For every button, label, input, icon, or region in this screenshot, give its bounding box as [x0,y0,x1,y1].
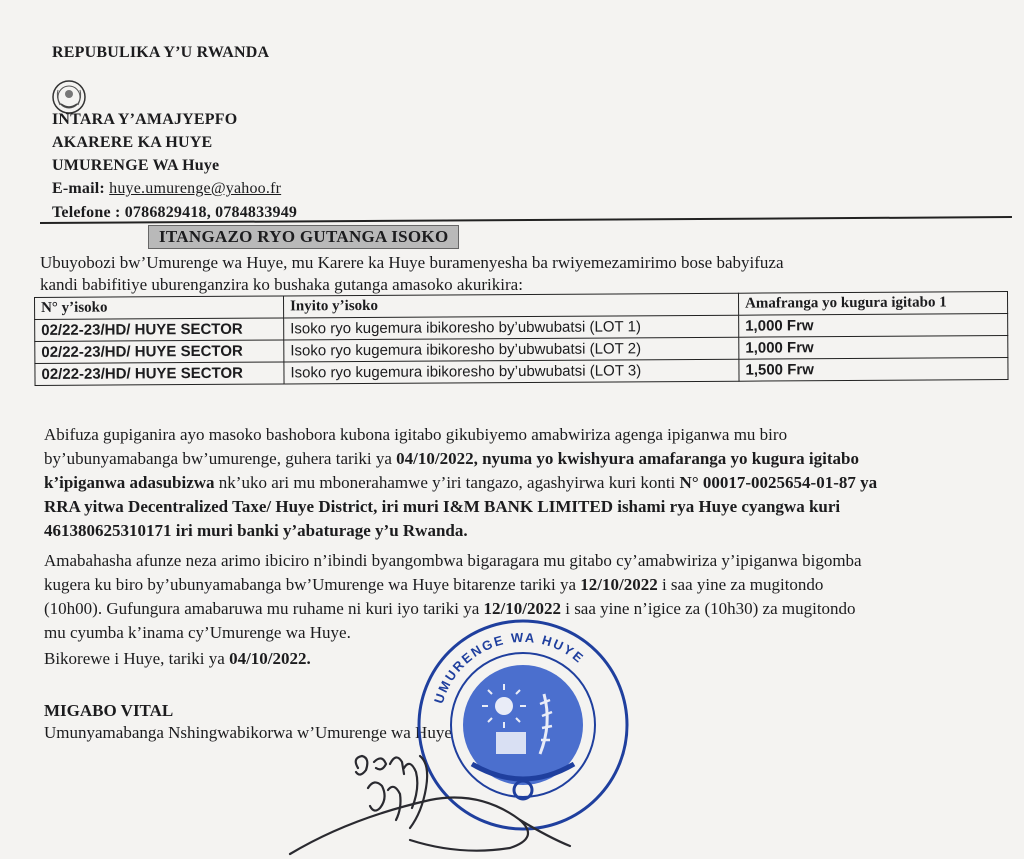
body-text: nk’uko ari mu mbonerahamwe y’iri tangazo, agashyirwa kuri konti [214,473,680,492]
body-line-9: mu cyumba k’inama cy’Umurenge wa Huye. [44,623,351,642]
phone-value: 0786829418, 0784833949 [124,204,298,221]
body-text: i saa yine n’igice za (10h30) za mugitondo [560,599,856,618]
district-heading: AKARERE KA HUYE [52,134,213,151]
notice-title: ITANGAZO RYO GUTANGA ISOKO [148,225,459,249]
intro-line-2: kandi babifitiye uburenganzira ko bushaka gutanga amasoko akurikira: [40,275,523,294]
body-line-4 [44,496,840,518]
table-row [35,358,1008,386]
email-line [52,180,281,198]
body-text: Bikorewe i Huye, tariki ya [44,649,230,668]
tender-price-cell: 1,000 Frw [739,336,1008,360]
email-label: E-mail: [52,180,105,197]
tender-price-cell: 1,500 Frw [739,358,1008,382]
body-emphasis: 04/10/2022, nyuma yo kwishyura amafaranga yo kugura igitabo [396,449,859,468]
email-link[interactable]: huye.umurenge@yahoo.fr [109,180,282,197]
tender-table [34,291,1009,386]
body-text: (10h00). Gufungura amabaruwa mu ruhame ni kuri iyo tariki ya [44,599,484,618]
header-tender-number: N° y’isoko [35,296,284,320]
tender-title-cell: Isoko ryo kugemura ibikoresho by’ubwubatsi (LOT 2) [284,337,739,362]
body-line-5 [44,520,468,542]
intro-line-1: Ubuyobozi bw’Umurenge wa Huye, mu Karere ka Huye buramenyesha ba rwiyemezamirimo bose babyifuza [40,253,784,272]
handwritten-signature-icon [270,728,590,859]
sector-heading: UMURENGE WA Huye [52,157,220,174]
body-text: kugera ku biro by’ubunyamabanga bw’Umurenge wa Huye bitarenze tariki ya [44,575,581,594]
signatory-name: MIGABO VITAL [44,701,174,720]
phone-line [52,204,297,222]
body-text: by’ubunyamabanga bw’umurenge, guhera tariki ya [44,449,397,468]
tender-price-cell: 1,000 Frw [739,314,1008,338]
tender-number-cell: 02/22-23/HD/ HUYE SECTOR [35,318,284,342]
opening-date: 12/10/2022 [483,599,561,618]
body-text: i saa yine za mugitondo [657,575,824,594]
second-account: 461380625310171 iri muri banki y’abaturage y’u Rwanda. [44,521,468,540]
tender-title-cell: Isoko ryo kugemura ibikoresho by’ubwubatsi (LOT 3) [284,359,739,384]
body-line-2 [44,448,859,470]
signatory-position: Umunyamabanga Nshingwabikorwa w’Umurenge wa Huye [44,723,452,742]
header-tender-price: Amafranga yo kugura igitabo 1 [738,292,1007,316]
issue-date: 04/10/2022. [229,649,311,668]
republic-heading: REPUBULIKA Y’U RWANDA [52,44,270,61]
body-line-1: Abifuza gupiganira ayo masoko bashobora kubona igitabo gikubiyemo amabwiriza agenga ipiganwa mu biro [44,425,788,444]
deadline-date: 12/10/2022 [580,575,658,594]
tender-number-cell: 02/22-23/HD/ HUYE SECTOR [35,362,284,386]
phone-label: Telefone : [52,204,121,221]
body-line-3 [44,472,877,494]
body-line-6: Amabahasha afunze neza arimo ibiciro n’ibindi byangombwa bigaragara mu gitabo cy’amabwiriza y’ipiganwa bigomba [44,551,862,570]
tender-number-cell: 02/22-23/HD/ HUYE SECTOR [35,340,284,364]
tender-title-cell: Isoko ryo kugemura ibikoresho by’ubwubatsi (LOT 1) [284,315,739,340]
body-line-10 [44,648,311,670]
province-heading: INTARA Y’AMAJYEPFO [52,111,238,128]
bank-details: RRA yitwa Decentralized Taxe/ Huye District, iri muri I&M BANK LIMITED ishami rya Huye cyangwa kuri [44,497,841,516]
body-emphasis: k’ipiganwa adasubizwa [44,473,215,492]
account-number: N° 00017-0025654-01-87 ya [679,473,878,492]
body-line-7 [44,574,823,596]
stamp-ring-text: UMURENGE WA HUYE [431,629,588,706]
header-tender-title: Inyito y’isoko [283,293,738,318]
